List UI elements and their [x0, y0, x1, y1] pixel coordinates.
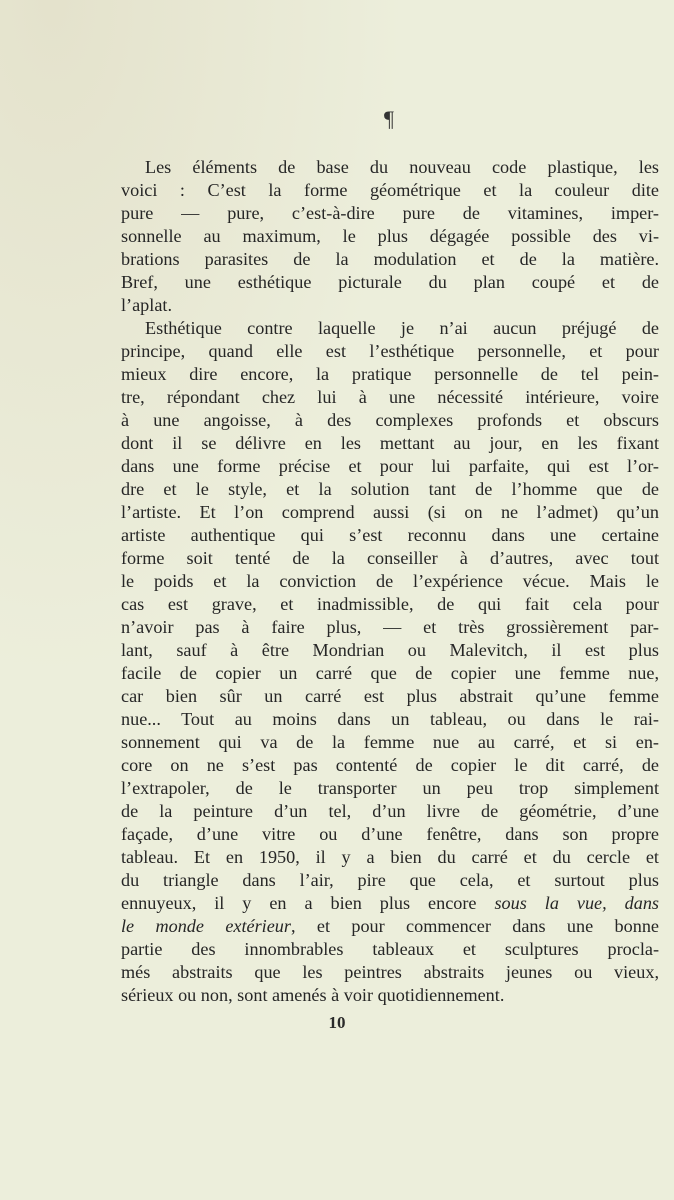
text-line: dre et le style, et la solution tant de l’homme que de — [121, 479, 659, 499]
text-line: mieux dire encore, la pratique personnelle de tel pein- — [121, 364, 659, 384]
text-line: Les éléments de base du nouveau code plastique, les — [145, 157, 659, 177]
text-line: Bref, une esthétique picturale du plan coupé et de — [121, 272, 659, 292]
text-line: artiste authentique qui s’est reconnu dans une certaine — [121, 525, 659, 545]
text-line: du triangle dans l’air, pire que cela, et surtout plus — [121, 870, 659, 890]
text-line: més abstraits que les peintres abstraits jeunes ou vieux, — [121, 962, 659, 982]
italic-run: le monde extérieur — [121, 916, 291, 936]
text-line: l’artiste. Et l’on comprend aussi (si on ne l’admet) qu’un — [121, 502, 659, 522]
text-line-with-italic — [121, 915, 659, 938]
text-line: le poids et la conviction de l’expérience vécue. Mais le — [121, 571, 659, 591]
section-mark: ¶ — [384, 106, 394, 131]
text-line: façade, d’une vitre ou d’une fenêtre, dans son propre — [121, 824, 659, 844]
text-line: voici : C’est la forme géométrique et la couleur dite — [121, 180, 659, 200]
text-line: l’extrapoler, de le transporter un peu trop simplement — [121, 778, 659, 798]
text-line: l’aplat. — [121, 295, 173, 315]
text-line: car bien sûr un carré est plus abstrait qu’une femme — [121, 686, 659, 706]
text-line: tre, répondant chez lui à une nécessité intérieure, voire — [121, 387, 659, 407]
text-line: sérieux ou non, sont amenés à voir quotidiennement. — [121, 985, 505, 1005]
page-number: 10 — [328, 1013, 346, 1032]
text-line: n’avoir pas à faire plus, — et très grossièrement par- — [121, 617, 659, 637]
text-line: forme soit tenté de la conseiller à d’autres, avec tout — [121, 548, 659, 568]
text-line: principe, quand elle est l’esthétique personnelle, et pour — [121, 341, 659, 361]
text-line: brations parasites de la modulation et de la matière. — [121, 249, 659, 269]
text-line: lant, sauf à être Mondrian ou Malevitch, il est plus — [121, 640, 659, 660]
text-line: dont il se délivre en les mettant au jour, en les fixant — [121, 433, 659, 453]
text-line: cas est grave, et inadmissible, de qui fait cela pour — [121, 594, 659, 614]
text-run: ennuyeux, il y en a bien plus encore — [121, 893, 495, 913]
text-line: sonnelle au maximum, le plus dégagée possible des vi- — [121, 226, 659, 246]
text-line: facile de copier un carré que de copier une femme nue, — [121, 663, 659, 683]
text-run: , et pour commencer dans une bonne — [290, 916, 660, 936]
text-line-with-italic — [121, 892, 659, 915]
text-line: de la peinture d’un tel, d’un livre de géométrie, d’une — [121, 801, 659, 821]
text-line: dans une forme précise et pour lui parfaite, qui est l’or- — [121, 456, 659, 476]
text-line: partie des innombrables tableaux et sculptures procla- — [121, 939, 659, 959]
italic-run: sous la vue, dans — [494, 893, 659, 913]
text-line: à une angoisse, à des complexes profonds et obscurs — [121, 410, 659, 430]
text-line: sonnement qui va de la femme nue au carré, et si en- — [121, 732, 659, 752]
text-line: pure — pure, c’est-à-dire pure de vitamines, imper- — [121, 203, 659, 223]
body-text — [121, 156, 659, 1007]
text-line: nue... Tout au moins dans un tableau, ou dans le rai- — [121, 709, 659, 729]
text-line: core on ne s’est pas contenté de copier le dit carré, de — [121, 755, 659, 775]
text-line: tableau. Et en 1950, il y a bien du carré et du cercle et — [121, 847, 659, 867]
text-line: Esthétique contre laquelle je n’ai aucun préjugé de — [145, 318, 659, 338]
